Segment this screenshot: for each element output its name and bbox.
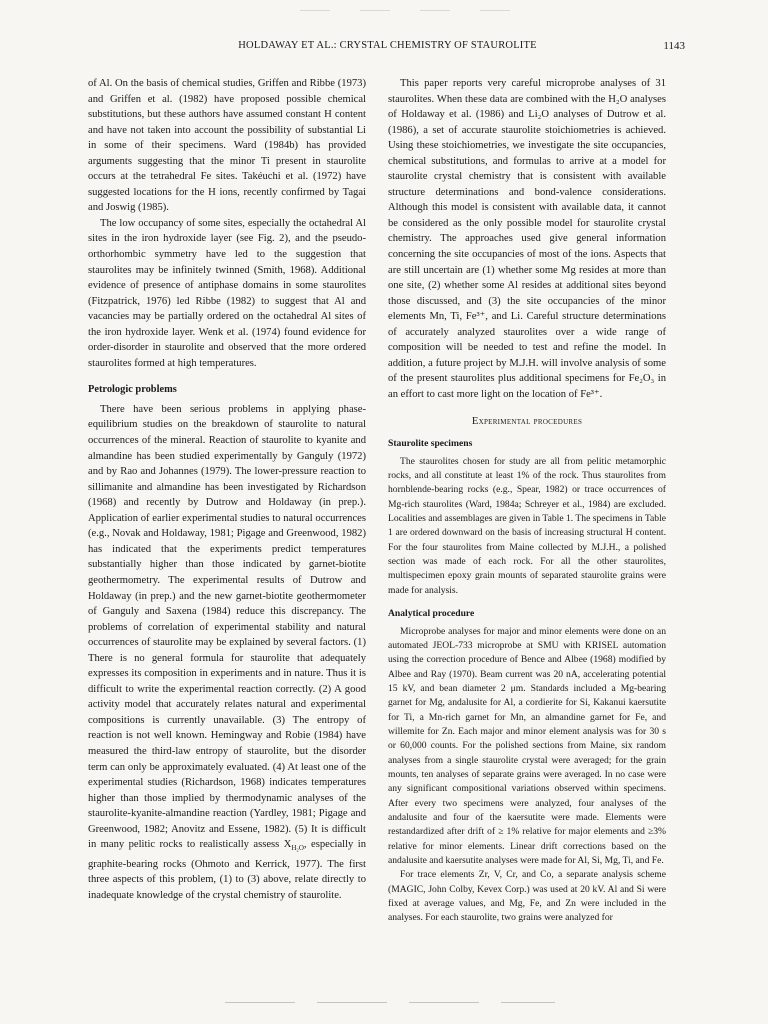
- left-column: [88, 76, 366, 904]
- scan-artifact-rule: [225, 1002, 555, 1003]
- paragraph: The low occupancy of some sites, especially the octahedral Al sites in the iron hydroxide layer (see Fig. 2), and the pseudo-orthorhombic symmetry have led to the suggestion that staurolites may be infinitely twinned (Smith, 1968). Additional evidence of presence of antiphase domains in some staurolites (Fitzpatrick, 1976) led Ribbe (1982) to suggest that Al and vacancies may be partially ordered on the octahedral Al sites of the iron hydroxide layer. Wenk et al. (1974) found evidence for order-disorder in staurolite and observed that the more ordered staurolites formed at high temperatures.: [88, 217, 366, 369]
- paragraph-text: There have been serious problems in applying phase-equilibrium studies on the breakdown of staurolite to natural occurrences of the mineral. Reaction of staurolite to kyanite and almandine has been studied experimentally by Ganguly (1972) and by Rao and Johannes (1979). The lower-pressure reaction to sillimanite and almandine has been investigated by Richardson (1968) and recently by Dutrow and Holdaway (in prep.). Application of earlier experimental studies to natural occurrences (e.g., Novak and Holdaway, 1981; Pigage and Greenwood, 1982) has indicated that the experiments predict temperatures substantially higher than those indicated by garnet-biotite geothermometry. The experimental results of Dutrow and Holdaway (in prep.) and the new garnet-biotite geothermometer of Ganguly and Saxena (1984) reduce this discrepancy. The problems of correlation of experimental stability and natural occurrences of staurolite may be explained by several factors. (1) There is no general formula for staurolite that adequately expresses its composition in experiments and in nature. Thus it is difficult to write the experimental reaction correctly. (2) A good activity model that accurately relates natural and experimental compositions is currently unavailable. (3) The entropy of reaction is not well known. Hemingway and Robie (1984) have measured the third-law entropy of staurolite, but the disorder term can only be approximately evaluated. (4) At least one of the experimental studies (Richardson, 1968) indicates temperatures higher than those implied by thermodynamic analyses of the staurolite-kyanite-almandine reaction (Yardley, 1981; Pigage and Greenwood, 1982; Anovitz and Essene, 1982). (5) It is difficult in many pelitic rocks to realistically assess X: [88, 403, 366, 851]
- section-heading: Experimental procedures: [471, 416, 583, 428]
- paragraph: [88, 402, 366, 904]
- scan-artifact-rule: [300, 10, 530, 11]
- paragraph: The staurolites chosen for study are all from pelitic metamorphic rocks, and all constitute at least 1% of the rock. Thus staurolites from hornblende-bearing rocks (e.g., Spear, 1982) or trace occurrences of Mg-rich staurolites (Ward, 1984a; Schreyer et al., 1984) are excluded. Localities and assemblages are given in Table 1. The specimens in Table 1 are ordered downward on the basis of increasing structural H content. For the four staurolites from Maine collected by M.J.H., a polished section was made of each rock. For all the other staurolites, multispecimen epoxy grain mounts of separated staurolite grains were made for analysis.: [388, 455, 666, 596]
- right-column: [388, 76, 666, 926]
- paragraph: This paper reports very careful microprobe analyses of 31 staurolites. When these data are combined with the H₂O analyses of Holdaway et al. (1986) and Li₂O analyses of Dutrow et al. (1986), a set of accurate staurolite stoichiometries is achieved. Using these stoichiometries, we investigate the site occupancies, chemical substitutions, and formulas to arrive at a model for staurolite crystal chemistry that is consistent with available structure determinations and bond-valence considerations. Although this model is consistent with available data, it cannot be considered as the only possible model for staurolite crystal chemistry. The approaches used give general information concerning the site occupancies of most of the ions. Aspects that are still uncertain are (1) whether some Mg resides at more than one site, (2) whether some Al resides at additional sites beyond those discussed, and (3) the site occupancies of the minor elements Mn, Ti, Fe³⁺, and Li. Careful structure determinations of accurately analyzed staurolites over a wide range of composition will be needed to test and refine the model. In addition, a future project by M.J.H. will involve analysis of some of the present staurolites plus additional specimens for Fe₂O₃ in an effort to cast more light on the location of Fe³⁺.: [388, 78, 666, 400]
- subscript: H₂O: [291, 844, 304, 853]
- paragraph-text: , especially in graphite-bearing rocks (Ohmoto and Kerrick, 1977). The first three aspects of this problem, (1) to (3) above, relate directly to inadequate knowledge of the crystal chemistry of staurolite.: [88, 839, 367, 901]
- subsection-heading: Petrologic problems: [88, 384, 177, 396]
- page-header: [90, 40, 685, 56]
- subsection-heading: Analytical procedure: [388, 608, 475, 620]
- running-head: HOLDAWAY ET AL.: CRYSTAL CHEMISTRY OF STAUROLITE: [238, 40, 537, 51]
- paragraph: For trace elements Zr, V, Cr, and Co, a separate analysis scheme (MAGIC, John Colby, Kevex Corp.) was used at 20 kV. Al and Si were fixed at average values, and Mg, Fe, and Zn were included in the analyses. For each staurolite, two grains were analyzed for: [388, 869, 666, 924]
- paragraph: Microprobe analyses for major and minor elements were done on an automated JEOL-733 microprobe at SMU with KRISEL automation using the correction procedure of Bence and Albee (1968) modified by Albee and Ray (1970). Beam current was 20 nA, accelerating potential 15 kV, and bean diameter 2 μm. Standards included a Mg-bearing garnet for Mg, andalusite for Al, a cordierite for Si, Kakanui kaersutite for Ti, a Mn-rich garnet for Mn, an almandine garnet for Fe, and willemite for Zn. Each major and minor element analysis was for 30 s or 60,000 counts. For the polished sections from Maine, six random analyses from a single staurolite crystal were averaged; for the grain mounts, ten analyses of separate grains were averaged. In no case were any significant compositional variations observed within specimens. After every two specimens were analyzed, four analyses of the andalusite and four of the kaersutite were made. Elements were restandardized after drift of ≥ 1% relative for major elements and ≥3% relative for minor elements. Linear drift corrections based on the andalusite and kaersutite analyses were made for Al, Si, Mg, Ti, and Fe.: [388, 625, 666, 867]
- subsection-heading: Staurolite specimens: [388, 438, 473, 450]
- page-number: 1143: [663, 40, 685, 52]
- paragraph: of Al. On the basis of chemical studies, Griffen and Ribbe (1973) and Griffen et al. (1982) have proposed possible chemical substitutions, but these authors have assumed constant H content and have not taken into account the possibility of substantial Li in some of their specimens. Ward (1984b) has provided arguments suggesting that the minor Ti present in staurolite occurs at the tetrahedral Fe sites. Takéuchi et al. (1972) have suggested locations for the H ions, recently confirmed by Tagai and Joswig (1985).: [88, 78, 366, 214]
